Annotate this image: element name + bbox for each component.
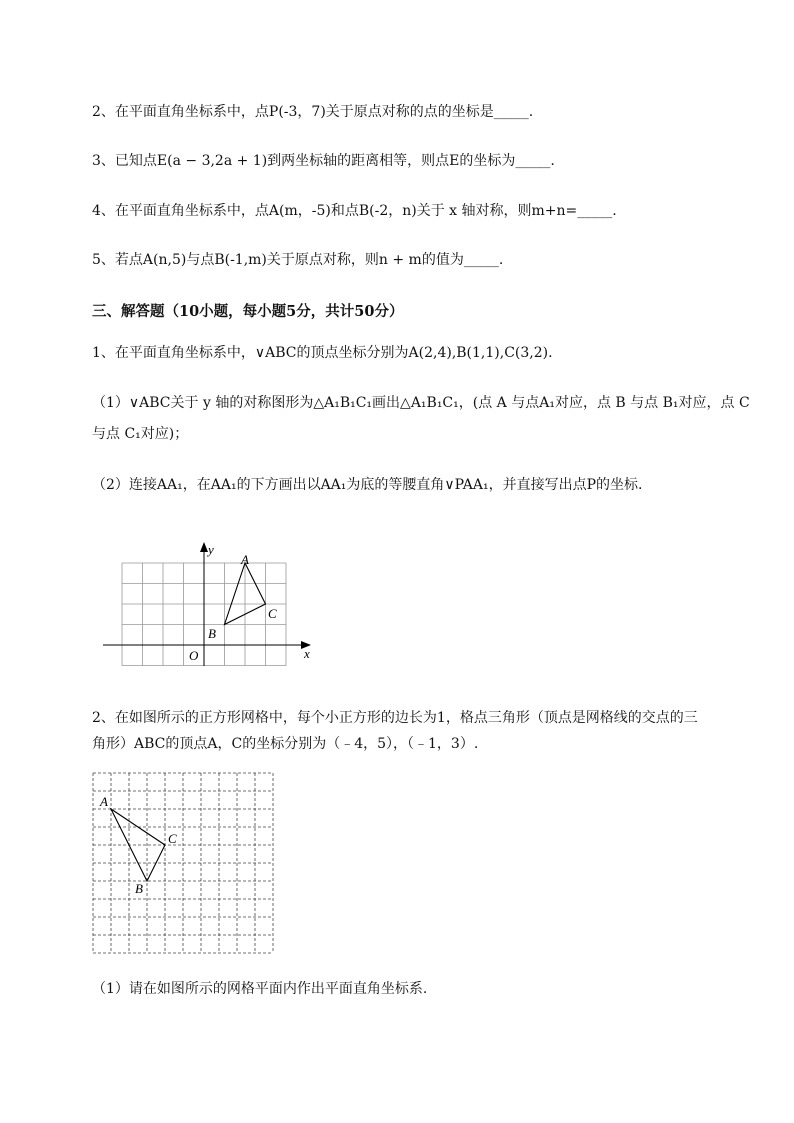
- problem-2-line2: 角形）ABC的顶点A，C的坐标分别为（﹣4，5），（﹣1，3）.: [92, 736, 479, 752]
- fig1-y-label: y: [208, 542, 214, 557]
- fig2-label-c: C: [168, 831, 177, 846]
- section-heading: 三、解答题（10小题，每小题5分，共计50分）: [92, 303, 404, 320]
- fig1-label-c: C: [268, 606, 277, 621]
- fig1-label-b: B: [208, 626, 216, 641]
- question-4: 4、在平面直角坐标系中，点A(m，-5)和点B(-2，n)关于 x 轴对称，则m+n=_____.: [92, 203, 617, 219]
- fig2-label-b: B: [135, 881, 143, 896]
- problem-1-sub2: （2）连接AA₁，在AA₁的下方画出以AA₁为底的等腰直角∨PAA₁，并直接写出点P的坐标.: [92, 477, 643, 493]
- problem-1-intro: 1、在平面直角坐标系中，∨ABC的顶点坐标分别为A(2,4),B(1,1),C(3,2).: [92, 345, 553, 361]
- problem-2-line1: 2、在如图所示的正方形网格中，每个小正方形的边长为1，格点三角形（顶点是网格线的交点的三: [92, 710, 698, 726]
- figure-1: [95, 538, 320, 673]
- fig1-x-label: x: [304, 646, 310, 661]
- problem-2-sub1: （1）请在如图所示的网格平面内作出平面直角坐标系.: [92, 981, 428, 997]
- fig1-origin-label: O: [189, 648, 199, 663]
- figure-2: [90, 770, 276, 956]
- problem-1-sub1-line2: 与点 C₁对应)；: [92, 426, 189, 442]
- fig2-grid: [93, 773, 273, 953]
- fig1-x-axis: [103, 641, 311, 649]
- problem-1-sub1-line1: （1）∨ABC关于 y 轴的对称图形为△A₁B₁C₁画出△A₁B₁C₁，(点 A 与点A₁对应，点 B 与点 B₁对应，点 C: [92, 395, 750, 411]
- fig2-label-a: A: [100, 794, 108, 809]
- question-2: 2、在平面直角坐标系中，点P(-3，7)关于原点对称的点的坐标是_____.: [92, 104, 534, 120]
- question-5: 5、若点A(n,5)与点B(-1,m)关于原点对称，则n + m的值为_____.: [92, 252, 504, 268]
- fig1-label-a: A: [241, 552, 249, 567]
- question-3: 3、已知点E(a − 3,2a + 1)到两坐标轴的距离相等，则点E的坐标为_____.: [92, 153, 555, 169]
